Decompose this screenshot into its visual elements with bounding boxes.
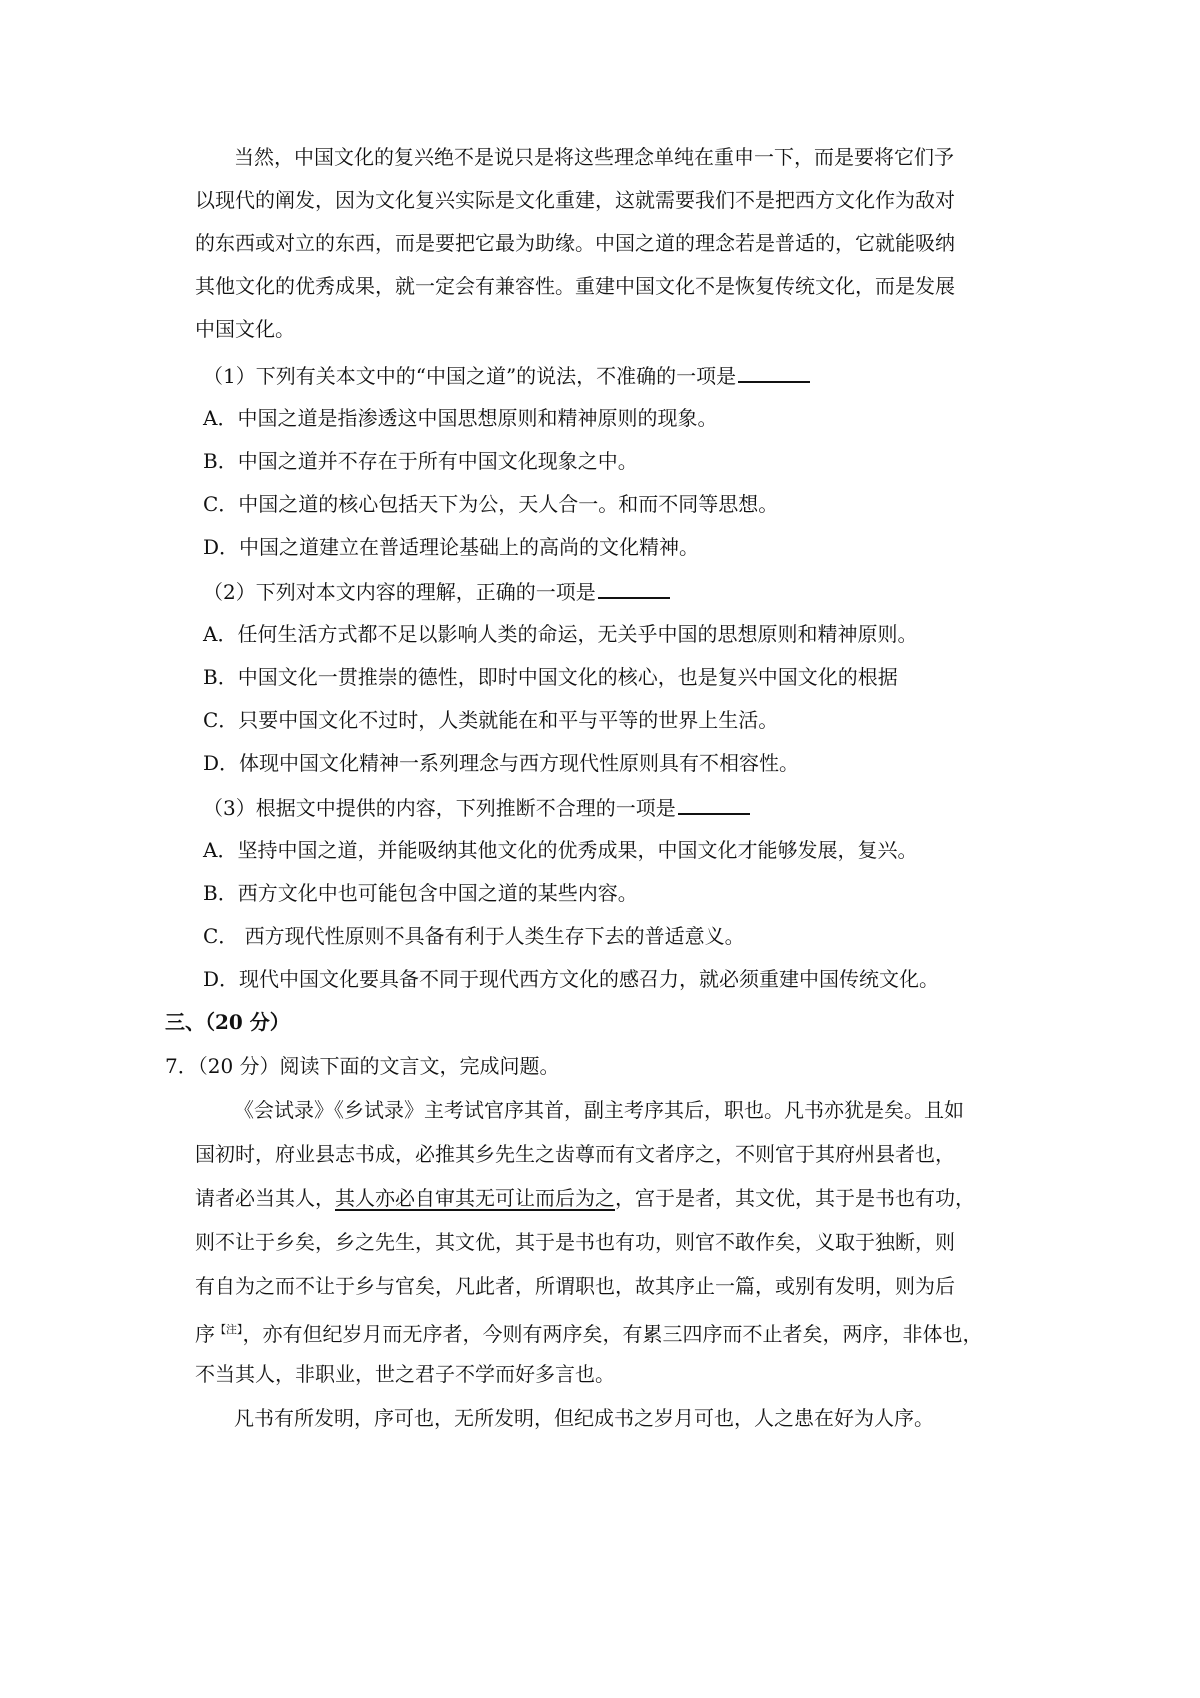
question-1-option-c: C．中国之道的核心包括天下为公，天人合一。和而不同等思想。 <box>203 492 779 516</box>
question-2-option-b: B．中国文化一贯推崇的德性，即时中国文化的核心，也是复兴中国文化的根据 <box>203 665 898 689</box>
question-1-stem <box>203 361 810 390</box>
classical-text-line-4: 则不让于乡矣，乡之先生，其文优，其于是书也有功，则官不敢作矣，义取于独断，则 <box>195 1230 955 1254</box>
intro-line-2: 以现代的阐发，因为文化复兴实际是文化重建，这就需要我们不是把西方文化作为敌对 <box>195 188 955 212</box>
intro-line-4: 其他文化的优秀成果，就一定会有兼容性。重建中国文化不是恢复传统文化，而是发展 <box>195 274 955 298</box>
question-2-stem-text: （2）下列对本文内容的理解，正确的一项是 <box>203 580 596 604</box>
answer-blank-2[interactable] <box>598 577 670 599</box>
question-2-stem <box>203 577 670 606</box>
question-3-option-b: B．西方文化中也可能包含中国之道的某些内容。 <box>203 881 638 905</box>
question-3-option-d: D．现代中国文化要具备不同于现代西方文化的感召力，就必须重建中国传统文化。 <box>203 967 940 991</box>
classical-text-line-6 <box>195 1316 983 1348</box>
classical-text-line-3-pre: 请者必当其人， <box>195 1186 335 1210</box>
intro-line-5: 中国文化。 <box>195 317 295 341</box>
section-3-heading: 三、（20 分） <box>165 1010 290 1034</box>
question-3-stem <box>203 793 750 822</box>
question-3-option-a: A．坚持中国之道，并能吸纳其他文化的优秀成果，中国文化才能够发展，复兴。 <box>203 838 918 862</box>
question-1-option-a: A．中国之道是指渗透这中国思想原则和精神原则的现象。 <box>203 406 718 430</box>
classical-text-line-3-post: ，宫于是者，其文优，其于是书也有功， <box>615 1186 975 1210</box>
classical-text-line-7: 不当其人，非职业，世之君子不学而好多言也。 <box>195 1362 615 1386</box>
question-2-option-d: D．体现中国文化精神一系列理念与西方现代性原则具有不相容性。 <box>203 751 800 775</box>
classical-text-line-1: 《会试录》《乡试录》主考试官序其首，副主考序其后，职也。凡书亦犹是矣。且如 <box>234 1098 964 1122</box>
question-3-stem-text: （3）根据文中提供的内容，下列推断不合理的一项是 <box>203 796 676 820</box>
intro-line-3: 的东西或对立的东西，而是要把它最为助缘。中国之道的理念若是普适的，它就能吸纳 <box>195 231 955 255</box>
classical-text-line-2: 国初时，府业县志书成，必推其乡先生之齿尊而有文者序之，不则官于其府州县者也， <box>195 1142 955 1166</box>
question-3-option-c: C． 西方现代性原则不具备有利于人类生存下去的普适意义。 <box>203 924 745 948</box>
answer-blank-3[interactable] <box>678 793 750 815</box>
underlined-sentence: 其人亦必自审其无可让而后为之 <box>335 1186 615 1210</box>
classical-text-line-6-post: ，亦有但纪岁月而无序者，今则有两序矣，有累三四序而不止者矣，两序，非体也， <box>242 1322 983 1346</box>
classical-text-line-3 <box>195 1184 975 1212</box>
question-1-option-b: B．中国之道并不存在于所有中国文化现象之中。 <box>203 449 638 473</box>
classical-text-line-6-pre: 序 <box>195 1322 215 1346</box>
question-7-stem: 7．（20 分）阅读下面的文言文，完成问题。 <box>165 1054 560 1078</box>
question-2-option-c: C．只要中国文化不过时，人类就能在和平与平等的世界上生活。 <box>203 708 779 732</box>
question-2-option-a: A．任何生活方式都不足以影响人类的命运，无关乎中国的思想原则和精神原则。 <box>203 622 918 646</box>
intro-line-1: 当然，中国文化的复兴绝不是说只是将这些理念单纯在重申一下，而是要将它们予 <box>234 145 954 169</box>
footnote-marker[interactable]: 【注】 <box>215 1323 243 1336</box>
classical-text-line-5: 有自为之而不让于乡与官矣，凡此者，所谓职也，故其序止一篇，或别有发明，则为后 <box>195 1274 955 1298</box>
classical-text-para-2-line-1: 凡书有所发明，序可也，无所发明，但纪成书之岁月可也，人之患在好为人序。 <box>234 1406 934 1430</box>
question-1-option-d: D．中国之道建立在普适理论基础上的高尚的文化精神。 <box>203 535 700 559</box>
answer-blank-1[interactable] <box>738 361 810 383</box>
question-1-stem-text: （1）下列有关本文中的“中国之道”的说法，不准确的一项是 <box>203 364 737 388</box>
